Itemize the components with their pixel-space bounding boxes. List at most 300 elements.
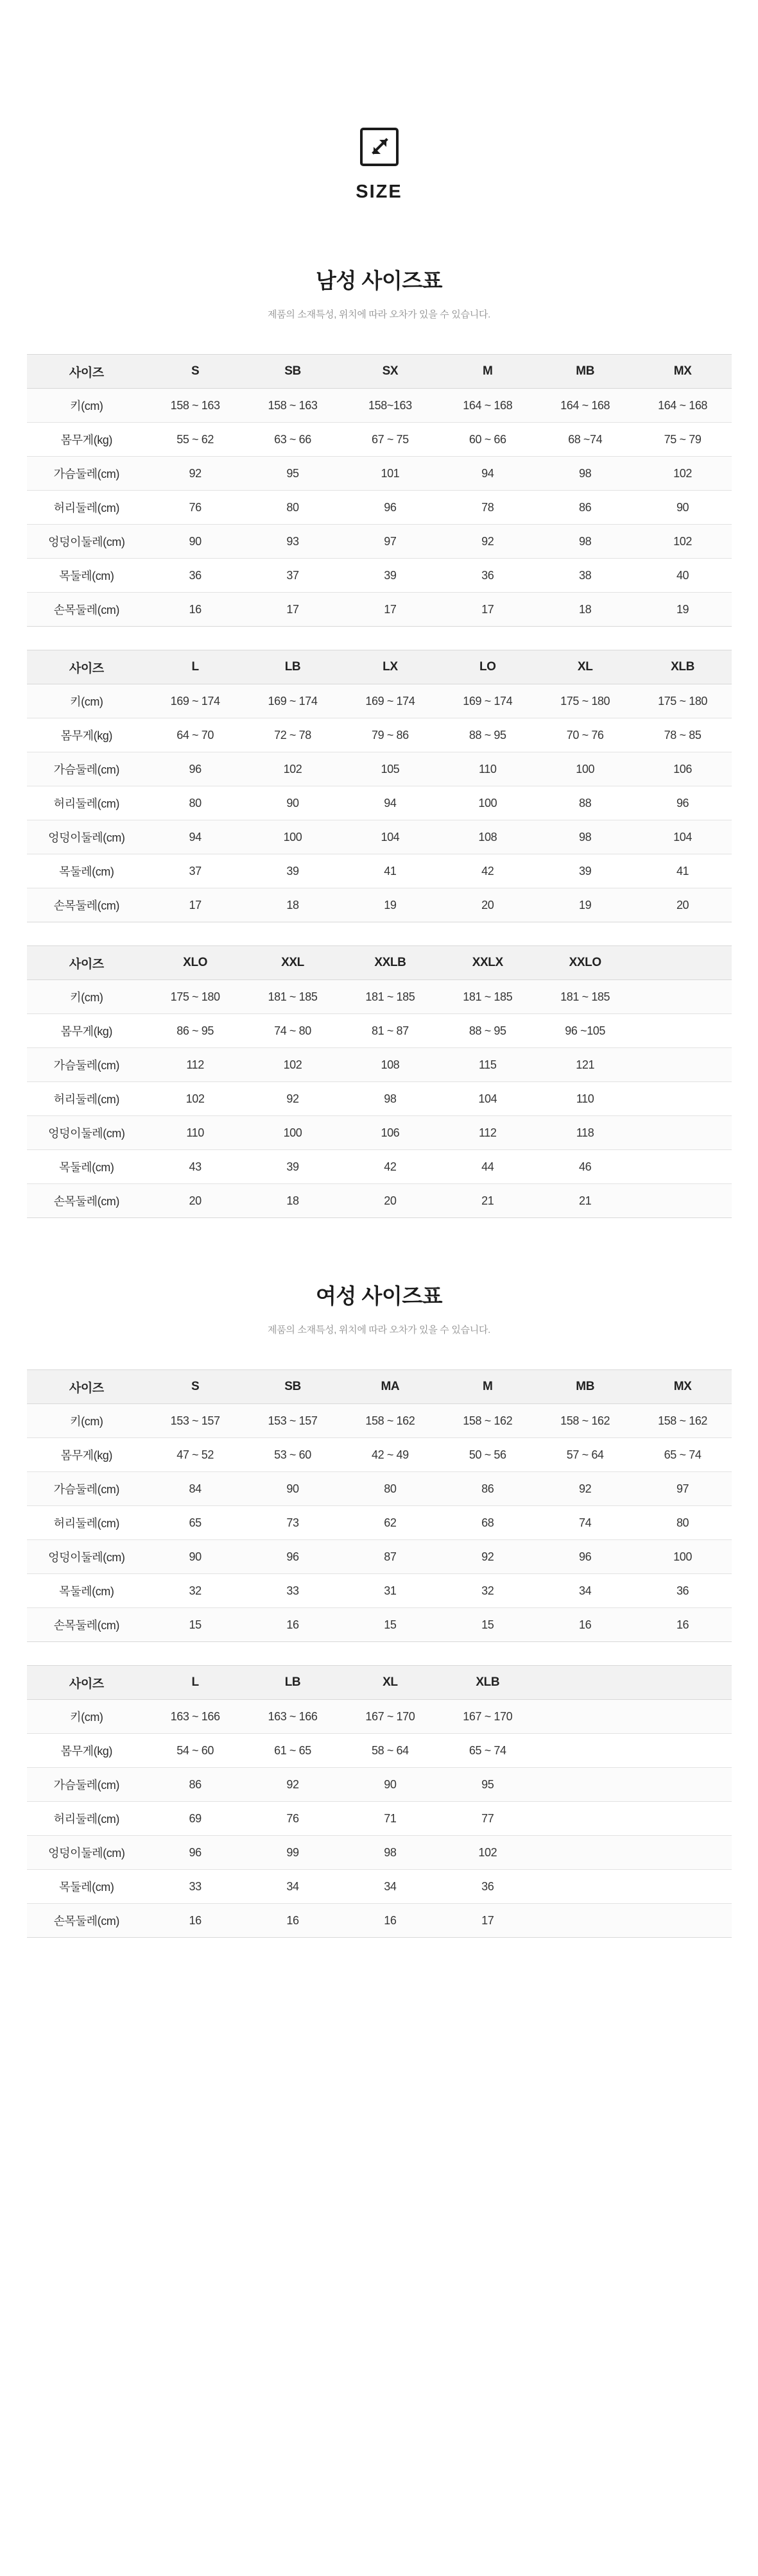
table-cell: 16 xyxy=(537,1608,634,1642)
table-cell: 80 xyxy=(634,1506,732,1540)
table-cell: 68 ~74 xyxy=(537,423,634,457)
table-cell: 57 ~ 64 xyxy=(537,1438,634,1472)
table-cell: 102 xyxy=(244,1048,341,1082)
table-row xyxy=(27,1116,732,1150)
column-header: XL xyxy=(537,650,634,684)
table-row xyxy=(27,389,732,423)
women-table-1 xyxy=(27,1369,732,1642)
table-cell: 96 xyxy=(146,1836,244,1870)
table-cell: 18 xyxy=(244,888,341,922)
table-cell: 97 xyxy=(634,1472,732,1506)
table-cell: 169 ~ 174 xyxy=(439,684,537,718)
column-header: S xyxy=(146,1370,244,1404)
table-cell: 175 ~ 180 xyxy=(634,684,732,718)
column-header: L xyxy=(146,650,244,684)
table-cell: 96 xyxy=(244,1540,341,1574)
table-row xyxy=(27,684,732,718)
table-cell: 21 xyxy=(537,1184,634,1218)
size-table-block xyxy=(27,321,732,627)
column-header: 사이즈 xyxy=(27,946,147,980)
row-header: 키(cm) xyxy=(27,980,147,1014)
table-row xyxy=(27,457,732,491)
table-cell: 17 xyxy=(439,593,537,627)
table-cell xyxy=(537,1904,634,1938)
table-cell: 96 xyxy=(537,1540,634,1574)
table-header-row xyxy=(27,650,732,684)
table-cell xyxy=(634,1082,732,1116)
column-header: XXLX xyxy=(439,946,537,980)
table-cell: 42 xyxy=(439,854,537,888)
row-header: 목둘레(cm) xyxy=(27,854,147,888)
table-cell: 17 xyxy=(146,888,244,922)
table-cell: 169 ~ 174 xyxy=(244,684,341,718)
table-cell: 98 xyxy=(341,1082,439,1116)
table-cell: 46 xyxy=(537,1150,634,1184)
table-cell: 61 ~ 65 xyxy=(244,1734,341,1768)
table-cell xyxy=(537,1768,634,1802)
table-cell: 90 xyxy=(146,1540,244,1574)
row-header: 허리둘레(cm) xyxy=(27,1506,147,1540)
men-table-2 xyxy=(27,650,732,922)
table-cell: 92 xyxy=(244,1768,341,1802)
table-cell: 78 xyxy=(439,491,537,525)
table-row xyxy=(27,1438,732,1472)
row-header: 몸무게(kg) xyxy=(27,1438,147,1472)
table-cell: 16 xyxy=(634,1608,732,1642)
table-cell: 169 ~ 174 xyxy=(146,684,244,718)
size-sections xyxy=(0,264,758,1938)
column-header: XXL xyxy=(244,946,341,980)
table-header-row xyxy=(27,1666,732,1700)
table-cell: 99 xyxy=(244,1836,341,1870)
table-cell: 167 ~ 170 xyxy=(439,1700,537,1734)
column-header: XXLO xyxy=(537,946,634,980)
table-cell: 40 xyxy=(634,559,732,593)
column-header: MA xyxy=(341,1370,439,1404)
table-cell: 112 xyxy=(146,1048,244,1082)
table-cell: 34 xyxy=(537,1574,634,1608)
table-cell: 17 xyxy=(341,593,439,627)
table-row xyxy=(27,1734,732,1768)
table-cell: 104 xyxy=(439,1082,537,1116)
row-header: 가슴둘레(cm) xyxy=(27,1768,147,1802)
table-cell: 90 xyxy=(634,491,732,525)
table-cell: 102 xyxy=(439,1836,537,1870)
table-cell: 153 ~ 157 xyxy=(146,1404,244,1438)
table-cell xyxy=(537,1870,634,1904)
table-cell: 19 xyxy=(634,593,732,627)
table-cell: 39 xyxy=(244,854,341,888)
table-cell: 90 xyxy=(341,1768,439,1802)
table-cell: 50 ~ 56 xyxy=(439,1438,537,1472)
table-cell: 36 xyxy=(146,559,244,593)
table-cell: 41 xyxy=(341,854,439,888)
table-cell: 80 xyxy=(244,491,341,525)
table-cell: 39 xyxy=(341,559,439,593)
table-cell: 63 ~ 66 xyxy=(244,423,341,457)
table-cell: 65 ~ 74 xyxy=(439,1734,537,1768)
table-cell: 87 xyxy=(341,1540,439,1574)
table-row xyxy=(27,1574,732,1608)
table-cell: 88 ~ 95 xyxy=(439,718,537,752)
table-row xyxy=(27,1150,732,1184)
table-cell: 86 xyxy=(439,1472,537,1506)
row-header: 가슴둘레(cm) xyxy=(27,1472,147,1506)
table-cell: 58 ~ 64 xyxy=(341,1734,439,1768)
table-row xyxy=(27,1506,732,1540)
column-header: LB xyxy=(244,1666,341,1700)
table-row xyxy=(27,1048,732,1082)
table-cell: 43 xyxy=(146,1150,244,1184)
table-cell: 115 xyxy=(439,1048,537,1082)
table-cell: 37 xyxy=(146,854,244,888)
row-header: 몸무게(kg) xyxy=(27,1734,147,1768)
table-cell: 68 xyxy=(439,1506,537,1540)
table-cell: 37 xyxy=(244,559,341,593)
table-cell: 112 xyxy=(439,1116,537,1150)
row-header: 가슴둘레(cm) xyxy=(27,752,147,786)
table-cell: 20 xyxy=(341,1184,439,1218)
row-header: 엉덩이둘레(cm) xyxy=(27,1836,147,1870)
table-cell: 36 xyxy=(439,1870,537,1904)
table-cell: 97 xyxy=(341,525,439,559)
table-cell: 93 xyxy=(244,525,341,559)
size-header xyxy=(0,0,758,203)
table-cell: 96 ~105 xyxy=(537,1014,634,1048)
column-header: MB xyxy=(537,1370,634,1404)
table-cell: 102 xyxy=(244,752,341,786)
table-cell: 108 xyxy=(439,820,537,854)
table-cell: 17 xyxy=(244,593,341,627)
table-header-row xyxy=(27,1370,732,1404)
row-header: 목둘레(cm) xyxy=(27,1150,147,1184)
table-cell: 164 ~ 168 xyxy=(439,389,537,423)
table-cell: 17 xyxy=(439,1904,537,1938)
table-cell: 67 ~ 75 xyxy=(341,423,439,457)
column-header: LB xyxy=(244,650,341,684)
table-row xyxy=(27,1870,732,1904)
table-row xyxy=(27,820,732,854)
table-cell: 102 xyxy=(634,525,732,559)
table-cell: 21 xyxy=(439,1184,537,1218)
table-cell xyxy=(634,980,732,1014)
table-cell: 78 ~ 85 xyxy=(634,718,732,752)
size-table-block xyxy=(27,1642,732,1938)
table-cell: 32 xyxy=(439,1574,537,1608)
section-note: 제품의 소재특성, 위치에 따라 오차가 있을 수 있습니다. xyxy=(268,1325,490,1335)
row-header: 손목둘레(cm) xyxy=(27,1904,147,1938)
section-note: 제품의 소재특성, 위치에 따라 오차가 있을 수 있습니다. xyxy=(268,309,490,320)
table-cell: 121 xyxy=(537,1048,634,1082)
women-table-2 xyxy=(27,1665,732,1938)
table-cell xyxy=(634,1116,732,1150)
column-header: 사이즈 xyxy=(27,650,147,684)
table-cell: 74 xyxy=(537,1506,634,1540)
table-cell: 80 xyxy=(341,1472,439,1506)
table-cell: 70 ~ 76 xyxy=(537,718,634,752)
column-header: LX xyxy=(341,650,439,684)
table-cell: 19 xyxy=(537,888,634,922)
table-cell: 81 ~ 87 xyxy=(341,1014,439,1048)
table-cell xyxy=(634,1184,732,1218)
table-cell: 15 xyxy=(146,1608,244,1642)
table-cell: 19 xyxy=(341,888,439,922)
table-cell: 16 xyxy=(244,1904,341,1938)
table-cell xyxy=(634,1048,732,1082)
table-cell: 33 xyxy=(146,1870,244,1904)
table-cell: 75 ~ 79 xyxy=(634,423,732,457)
table-cell: 92 xyxy=(537,1472,634,1506)
table-cell: 76 xyxy=(146,491,244,525)
table-cell: 55 ~ 62 xyxy=(146,423,244,457)
table-cell: 106 xyxy=(341,1116,439,1150)
row-header: 허리둘레(cm) xyxy=(27,1082,147,1116)
table-cell: 15 xyxy=(341,1608,439,1642)
table-cell xyxy=(634,1768,732,1802)
row-header: 목둘레(cm) xyxy=(27,559,147,593)
table-row xyxy=(27,1700,732,1734)
table-cell: 39 xyxy=(537,854,634,888)
row-header: 손목둘레(cm) xyxy=(27,1184,147,1218)
table-row xyxy=(27,718,732,752)
table-cell: 90 xyxy=(244,1472,341,1506)
table-cell: 84 xyxy=(146,1472,244,1506)
table-cell xyxy=(634,1904,732,1938)
column-header xyxy=(634,946,732,980)
column-header: S xyxy=(146,355,244,389)
section-title: 남성 사이즈표 xyxy=(316,269,442,292)
table-cell: 96 xyxy=(146,752,244,786)
table-row xyxy=(27,752,732,786)
table-cell: 110 xyxy=(537,1082,634,1116)
table-cell: 16 xyxy=(341,1904,439,1938)
table-cell: 47 ~ 52 xyxy=(146,1438,244,1472)
table-cell xyxy=(537,1836,634,1870)
table-cell xyxy=(634,1870,732,1904)
row-header: 몸무게(kg) xyxy=(27,1014,147,1048)
column-header xyxy=(537,1666,634,1700)
table-row xyxy=(27,593,732,627)
row-header: 엉덩이둘레(cm) xyxy=(27,1540,147,1574)
table-row xyxy=(27,525,732,559)
table-cell: 88 xyxy=(537,786,634,820)
table-row xyxy=(27,1904,732,1938)
row-header: 엉덩이둘레(cm) xyxy=(27,1116,147,1150)
table-cell: 53 ~ 60 xyxy=(244,1438,341,1472)
table-cell: 73 xyxy=(244,1506,341,1540)
table-cell: 158 ~ 162 xyxy=(439,1404,537,1438)
column-header: XLO xyxy=(146,946,244,980)
column-header: LO xyxy=(439,650,537,684)
table-cell: 100 xyxy=(439,786,537,820)
table-row xyxy=(27,1802,732,1836)
table-row xyxy=(27,491,732,525)
table-cell: 158~163 xyxy=(341,389,439,423)
table-cell: 95 xyxy=(439,1768,537,1802)
table-cell xyxy=(634,1014,732,1048)
table-cell: 42 xyxy=(341,1150,439,1184)
table-cell: 38 xyxy=(537,559,634,593)
table-cell: 71 xyxy=(341,1802,439,1836)
column-header xyxy=(634,1666,732,1700)
section-title: 여성 사이즈표 xyxy=(316,1284,442,1308)
size-section-women xyxy=(0,1280,758,1938)
table-cell: 163 ~ 166 xyxy=(146,1700,244,1734)
table-cell: 90 xyxy=(244,786,341,820)
table-row xyxy=(27,1472,732,1506)
table-cell xyxy=(537,1734,634,1768)
table-cell: 104 xyxy=(341,820,439,854)
row-header: 손목둘레(cm) xyxy=(27,888,147,922)
row-header: 키(cm) xyxy=(27,684,147,718)
table-cell: 86 xyxy=(537,491,634,525)
column-header: SB xyxy=(244,355,341,389)
table-cell xyxy=(634,1700,732,1734)
table-row xyxy=(27,1184,732,1218)
column-header: MX xyxy=(634,1370,732,1404)
table-cell: 175 ~ 180 xyxy=(537,684,634,718)
table-cell: 110 xyxy=(439,752,537,786)
table-cell: 100 xyxy=(244,1116,341,1150)
size-section-men xyxy=(0,264,758,1218)
column-header: M xyxy=(439,355,537,389)
column-header: 사이즈 xyxy=(27,1370,147,1404)
table-cell: 33 xyxy=(244,1574,341,1608)
table-cell: 100 xyxy=(537,752,634,786)
table-row xyxy=(27,1608,732,1642)
table-header-row xyxy=(27,355,732,389)
table-cell: 92 xyxy=(244,1082,341,1116)
column-header: SB xyxy=(244,1370,341,1404)
table-cell: 181 ~ 185 xyxy=(244,980,341,1014)
table-cell: 106 xyxy=(634,752,732,786)
table-cell: 96 xyxy=(634,786,732,820)
column-header: 사이즈 xyxy=(27,355,147,389)
table-cell: 102 xyxy=(634,457,732,491)
table-cell: 94 xyxy=(146,820,244,854)
size-table-block xyxy=(27,922,732,1218)
table-row xyxy=(27,854,732,888)
table-row xyxy=(27,559,732,593)
column-header: M xyxy=(439,1370,537,1404)
row-header: 손목둘레(cm) xyxy=(27,593,147,627)
table-cell: 54 ~ 60 xyxy=(146,1734,244,1768)
table-cell: 74 ~ 80 xyxy=(244,1014,341,1048)
table-cell: 64 ~ 70 xyxy=(146,718,244,752)
table-row xyxy=(27,980,732,1014)
table-cell: 60 ~ 66 xyxy=(439,423,537,457)
table-cell: 15 xyxy=(439,1608,537,1642)
table-cell: 164 ~ 168 xyxy=(634,389,732,423)
table-cell xyxy=(634,1734,732,1768)
row-header: 키(cm) xyxy=(27,1700,147,1734)
column-header: MX xyxy=(634,355,732,389)
size-table-block xyxy=(27,1336,732,1642)
table-cell: 158 ~ 162 xyxy=(634,1404,732,1438)
column-header: XL xyxy=(341,1666,439,1700)
table-cell: 31 xyxy=(341,1574,439,1608)
table-row xyxy=(27,1404,732,1438)
table-cell: 158 ~ 162 xyxy=(341,1404,439,1438)
table-cell xyxy=(634,1836,732,1870)
size-expand-icon xyxy=(359,127,399,167)
table-cell: 36 xyxy=(439,559,537,593)
table-cell: 16 xyxy=(244,1608,341,1642)
table-cell: 94 xyxy=(439,457,537,491)
table-cell: 86 xyxy=(146,1768,244,1802)
table-cell: 181 ~ 185 xyxy=(341,980,439,1014)
table-cell: 18 xyxy=(244,1184,341,1218)
table-cell xyxy=(634,1150,732,1184)
table-cell: 98 xyxy=(537,820,634,854)
table-header-row xyxy=(27,946,732,980)
table-cell: 16 xyxy=(146,1904,244,1938)
row-header: 허리둘레(cm) xyxy=(27,1802,147,1836)
table-cell: 158 ~ 162 xyxy=(537,1404,634,1438)
table-cell: 96 xyxy=(341,491,439,525)
column-header: SX xyxy=(341,355,439,389)
table-cell xyxy=(537,1802,634,1836)
table-cell: 105 xyxy=(341,752,439,786)
table-cell: 36 xyxy=(634,1574,732,1608)
table-cell: 42 ~ 49 xyxy=(341,1438,439,1472)
table-cell: 110 xyxy=(146,1116,244,1150)
table-cell: 95 xyxy=(244,457,341,491)
table-cell: 39 xyxy=(244,1150,341,1184)
table-cell: 92 xyxy=(146,457,244,491)
table-cell: 104 xyxy=(634,820,732,854)
table-cell: 94 xyxy=(341,786,439,820)
table-cell: 44 xyxy=(439,1150,537,1184)
row-header: 허리둘레(cm) xyxy=(27,491,147,525)
table-cell: 76 xyxy=(244,1802,341,1836)
table-cell: 167 ~ 170 xyxy=(341,1700,439,1734)
table-cell: 90 xyxy=(146,525,244,559)
column-header: 사이즈 xyxy=(27,1666,147,1700)
table-row xyxy=(27,423,732,457)
men-table-3 xyxy=(27,945,732,1218)
table-cell: 108 xyxy=(341,1048,439,1082)
table-row xyxy=(27,1836,732,1870)
table-cell: 158 ~ 163 xyxy=(146,389,244,423)
table-cell: 98 xyxy=(341,1836,439,1870)
table-cell: 16 xyxy=(146,593,244,627)
table-cell: 34 xyxy=(244,1870,341,1904)
table-cell: 69 xyxy=(146,1802,244,1836)
row-header: 허리둘레(cm) xyxy=(27,786,147,820)
table-cell: 181 ~ 185 xyxy=(439,980,537,1014)
table-cell: 77 xyxy=(439,1802,537,1836)
row-header: 목둘레(cm) xyxy=(27,1870,147,1904)
table-cell: 101 xyxy=(341,457,439,491)
row-header: 손목둘레(cm) xyxy=(27,1608,147,1642)
table-cell: 98 xyxy=(537,525,634,559)
table-cell: 20 xyxy=(634,888,732,922)
row-header: 목둘레(cm) xyxy=(27,1574,147,1608)
table-cell: 118 xyxy=(537,1116,634,1150)
table-cell: 32 xyxy=(146,1574,244,1608)
column-header: XXLB xyxy=(341,946,439,980)
men-table-1 xyxy=(27,354,732,627)
table-cell: 79 ~ 86 xyxy=(341,718,439,752)
row-header: 가슴둘레(cm) xyxy=(27,457,147,491)
column-header: MB xyxy=(537,355,634,389)
table-cell: 100 xyxy=(634,1540,732,1574)
row-header: 몸무게(kg) xyxy=(27,423,147,457)
column-header: XLB xyxy=(439,1666,537,1700)
table-cell: 34 xyxy=(341,1870,439,1904)
table-cell: 18 xyxy=(537,593,634,627)
